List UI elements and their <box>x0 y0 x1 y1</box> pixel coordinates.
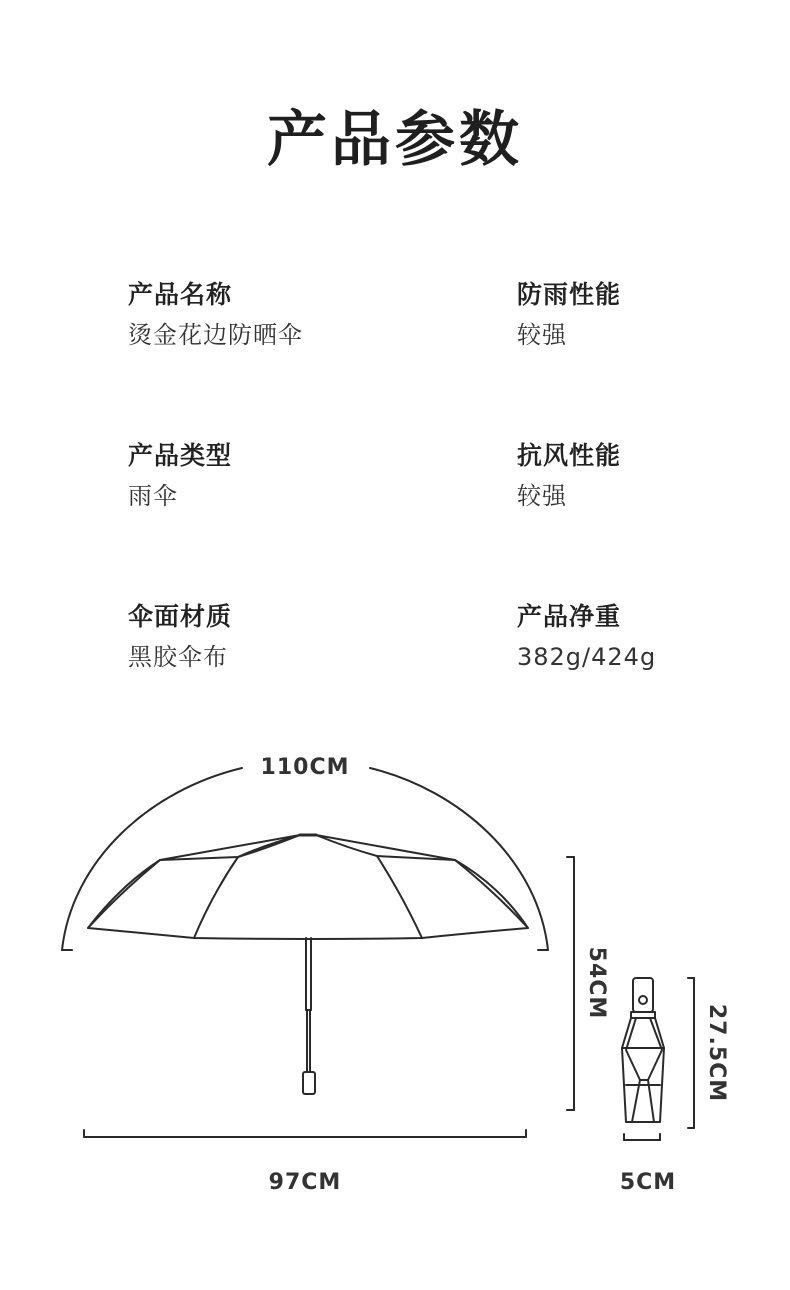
spec-label: 产品名称 <box>128 280 233 309</box>
umbrella-dimension-diagram <box>0 740 790 1210</box>
open-umbrella-icon <box>88 835 528 1094</box>
spec-label: 防雨性能 <box>517 280 622 309</box>
arc-dimension-line-right <box>370 768 548 950</box>
folded-length-dimension-line <box>688 978 694 1128</box>
spec-value: 较强 <box>517 321 567 349</box>
open-width-label: 97CM <box>268 1170 342 1195</box>
open-height-dimension-line <box>567 857 574 1110</box>
spec-product-type <box>128 439 428 513</box>
arc-length-label: 110CM <box>260 755 350 780</box>
folded-length-label: 27.5CM <box>704 1003 729 1103</box>
spec-canopy-material <box>128 600 428 674</box>
spec-label: 产品净重 <box>517 602 622 631</box>
folded-width-label: 5CM <box>619 1170 677 1195</box>
folded-umbrella-icon <box>622 978 664 1122</box>
spec-label: 伞面材质 <box>128 602 233 631</box>
open-width-dimension-line <box>84 1130 526 1137</box>
spec-value: 较强 <box>517 482 567 510</box>
spec-label: 抗风性能 <box>517 441 622 470</box>
spec-wind-resistance <box>517 439 790 513</box>
spec-value: 烫金花边防晒伞 <box>128 321 303 349</box>
arc-dimension-line-left <box>62 768 242 950</box>
open-height-label: 54CM <box>584 946 609 1020</box>
spec-value: 黑胶伞布 <box>128 643 228 671</box>
folded-width-dimension-line <box>624 1134 660 1140</box>
spec-rain-resistance <box>517 278 790 352</box>
spec-product-name <box>128 278 428 352</box>
spec-value: 雨伞 <box>128 482 178 510</box>
spec-net-weight <box>517 600 790 674</box>
spec-value: 382g/424g <box>517 643 657 671</box>
spec-label: 产品类型 <box>128 441 233 470</box>
page-title: 产品参数 <box>267 105 523 175</box>
